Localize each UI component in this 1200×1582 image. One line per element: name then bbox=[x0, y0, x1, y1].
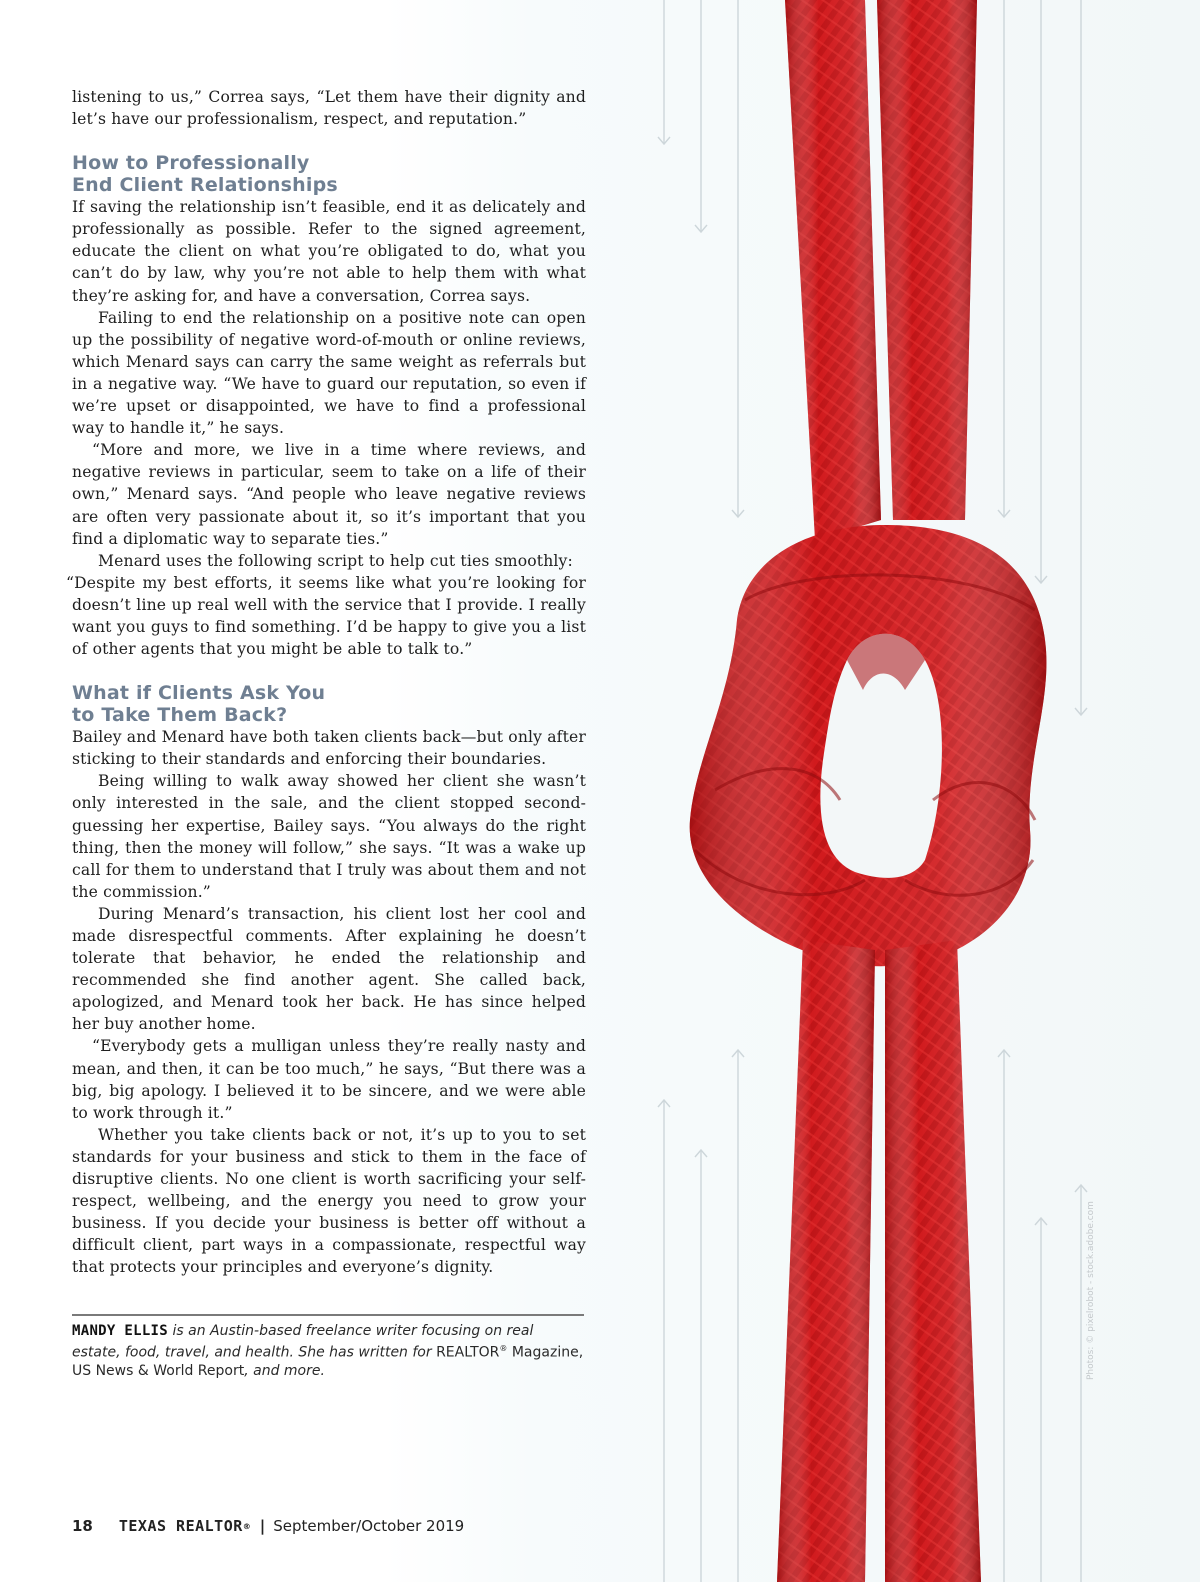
photo-credit: Photos: © pixelrobot - stock.adobe.com bbox=[1086, 1201, 1096, 1380]
bio-text: , and more. bbox=[244, 1362, 325, 1379]
heading-line: End Client Relationships bbox=[72, 174, 338, 197]
publication-name: REALTOR bbox=[436, 1344, 500, 1361]
body-paragraph: Whether you take clients back or not, it’s up to you to set standards for your business and stick to them in the face of disruptive clients. No one client is worth sacrificing your self-respect, wellbeing, and the energy you need to grow your business. If you decide your business is better off without a difficult client, part ways in a compassionate, respectful way that protects your principles and everyone’s dignity. bbox=[72, 1125, 586, 1277]
body-paragraph: During Menard’s transaction, his client lost her cool and made disrespectful comments. After explaining he doesn’t tolerate that behavior, he ended the relationship and recommended she find another agent. She called back, apologized, and Menard took her back. He has since helped her buy another home. bbox=[72, 904, 586, 1034]
author-name: MANDY ELLIS bbox=[72, 1323, 169, 1339]
bio-text: is an Austin-based freelance writer focusing on real estate, food, travel, and health. She has written for bbox=[72, 1323, 534, 1361]
section-heading-take-back bbox=[72, 682, 586, 726]
heading-line: What if Clients Ask You bbox=[72, 682, 326, 705]
heading-line: How to Professionally bbox=[72, 152, 310, 175]
heading-line: to Take Them Back? bbox=[72, 704, 288, 727]
body-paragraph: “More and more, we live in a time where reviews, and negative reviews in particular, seem to take on a life of their own,” Menard says. “And people who leave negative reviews are often very passionate about it, so it’s important that you find a diplomatic way to separate ties.” bbox=[72, 441, 586, 548]
page-footer bbox=[72, 1514, 464, 1538]
body-paragraph: If saving the relationship isn’t feasible, end it as delicately and professionally as possible. Refer to the signed agreement, educate the client on what you’re obligated to do, what you can’t do by law, why you’re not able to help them with what they’re asking for, and have a conversation, Correa says. bbox=[72, 198, 586, 305]
issue-date: September/October 2019 bbox=[273, 1517, 465, 1535]
author-bio bbox=[72, 1314, 584, 1380]
article-column bbox=[66, 86, 587, 1279]
footer-separator: | bbox=[259, 1517, 266, 1535]
magazine-name: TEXAS REALTOR bbox=[118, 1517, 243, 1535]
body-paragraph: Bailey and Menard have both taken clients back—but only after sticking to their standards and enforcing their boundaries. bbox=[72, 728, 587, 769]
body-paragraph: Being willing to walk away showed her client she wasn’t only interested in the sale, and the client stopped second-guessing her expertise, Bailey says. “You always do the right thing, then the money will follow,” she says. “It was a wake up call for them to understand that I truly was about them and not the commission.” bbox=[72, 772, 586, 901]
page-number: 18 bbox=[72, 1517, 93, 1535]
section-heading-end-relationships bbox=[72, 152, 586, 196]
body-paragraph: Failing to end the relationship on a positive note can open up the possibility of negative word-of-mouth or online reviews, which Menard says can carry the same weight as referrals but in a negative way. “We have to guard our reputation, so even if we’re upset or disappointed, we have to find a professional way to handle it,” he says. bbox=[72, 308, 586, 438]
intro-paragraph: listening to us,” Correa says, “Let them have their dignity and let’s have our professionalism, respect, and reputation.” bbox=[72, 88, 586, 129]
publication-name: Magazine, US News & World Report bbox=[72, 1344, 584, 1379]
body-paragraph: Menard uses the following script to help cut ties smoothly: bbox=[98, 551, 573, 570]
registered-mark: ® bbox=[499, 1344, 508, 1353]
registered-mark: ® bbox=[242, 1521, 251, 1531]
script-quote: “Despite my best efforts, it seems like what you’re looking for doesn’t line up real well with the service that I provide. I really want you guys to find something. I’d be happy to give you a list of other agents that you might be able to talk to.” bbox=[66, 573, 586, 659]
body-paragraph: “Everybody gets a mulligan unless they’re really nasty and mean, and then, it can be too much,” he says, “But there was a big, big apology. I believed it to be sincere, and we were able to work through it.” bbox=[72, 1037, 586, 1122]
